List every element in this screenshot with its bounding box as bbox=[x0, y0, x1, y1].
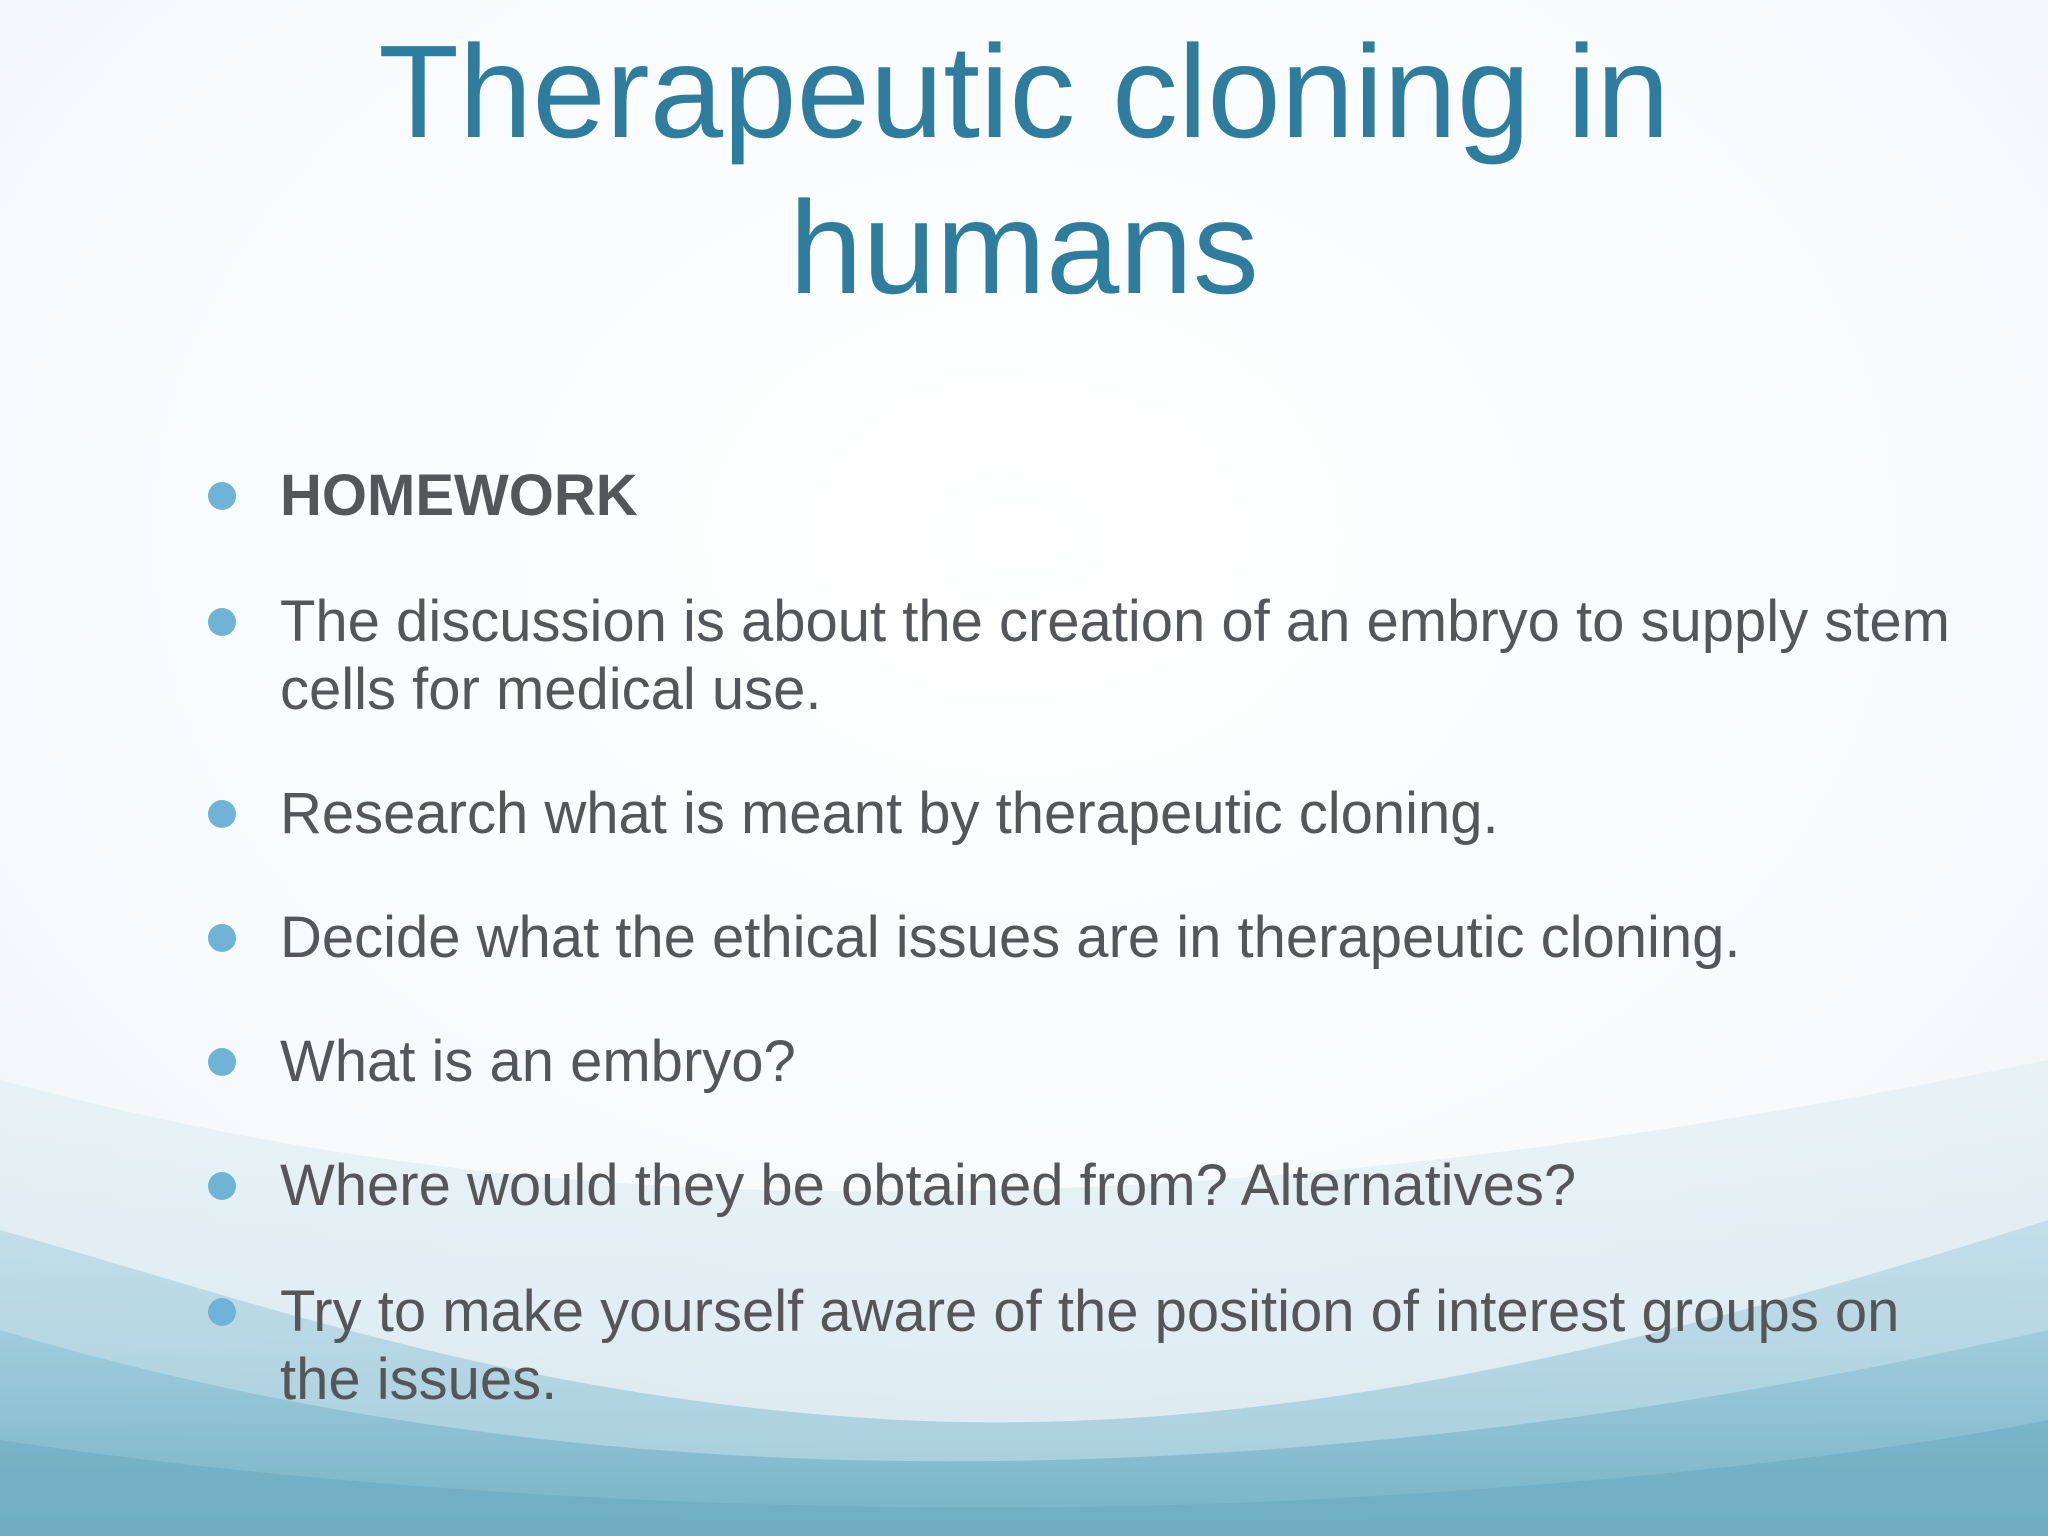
bullet-text: Research what is meant by therapeutic cloning. bbox=[280, 781, 1499, 846]
bullet-dot-icon bbox=[208, 800, 236, 828]
bullet-item-homework bbox=[280, 462, 1980, 530]
bullet-dot-icon bbox=[208, 924, 236, 952]
bullet-item-obtained bbox=[280, 1152, 1980, 1220]
bullet-text: The discussion is about the creation of an embryo to supply stem cells for medical use. bbox=[280, 589, 1950, 722]
bullet-item-ethical-issues bbox=[280, 904, 1980, 972]
bullet-dot-icon bbox=[208, 482, 236, 510]
bullet-item-research bbox=[280, 780, 1980, 848]
bullet-text: Decide what the ethical issues are in therapeutic cloning. bbox=[280, 905, 1741, 970]
bullet-text: HOMEWORK bbox=[280, 463, 638, 528]
slide-title-line-2: humans bbox=[789, 174, 1259, 321]
bullet-dot-icon bbox=[208, 1172, 236, 1200]
bullet-dot-icon bbox=[208, 1298, 236, 1326]
bullet-item-embryo bbox=[280, 1028, 1980, 1096]
bullet-item-interest-groups bbox=[280, 1278, 1980, 1414]
slide-title-line-1: Therapeutic cloning in bbox=[378, 18, 1670, 165]
bullet-text: What is an embryo? bbox=[280, 1029, 796, 1094]
bullet-item-discussion bbox=[280, 588, 1980, 724]
bullet-text: Where would they be obtained from? Alternatives? bbox=[280, 1153, 1577, 1218]
bullet-text: Try to make yourself aware of the position of interest groups on the issues. bbox=[280, 1279, 1900, 1412]
bullet-dot-icon bbox=[208, 608, 236, 636]
bullet-dot-icon bbox=[208, 1048, 236, 1076]
